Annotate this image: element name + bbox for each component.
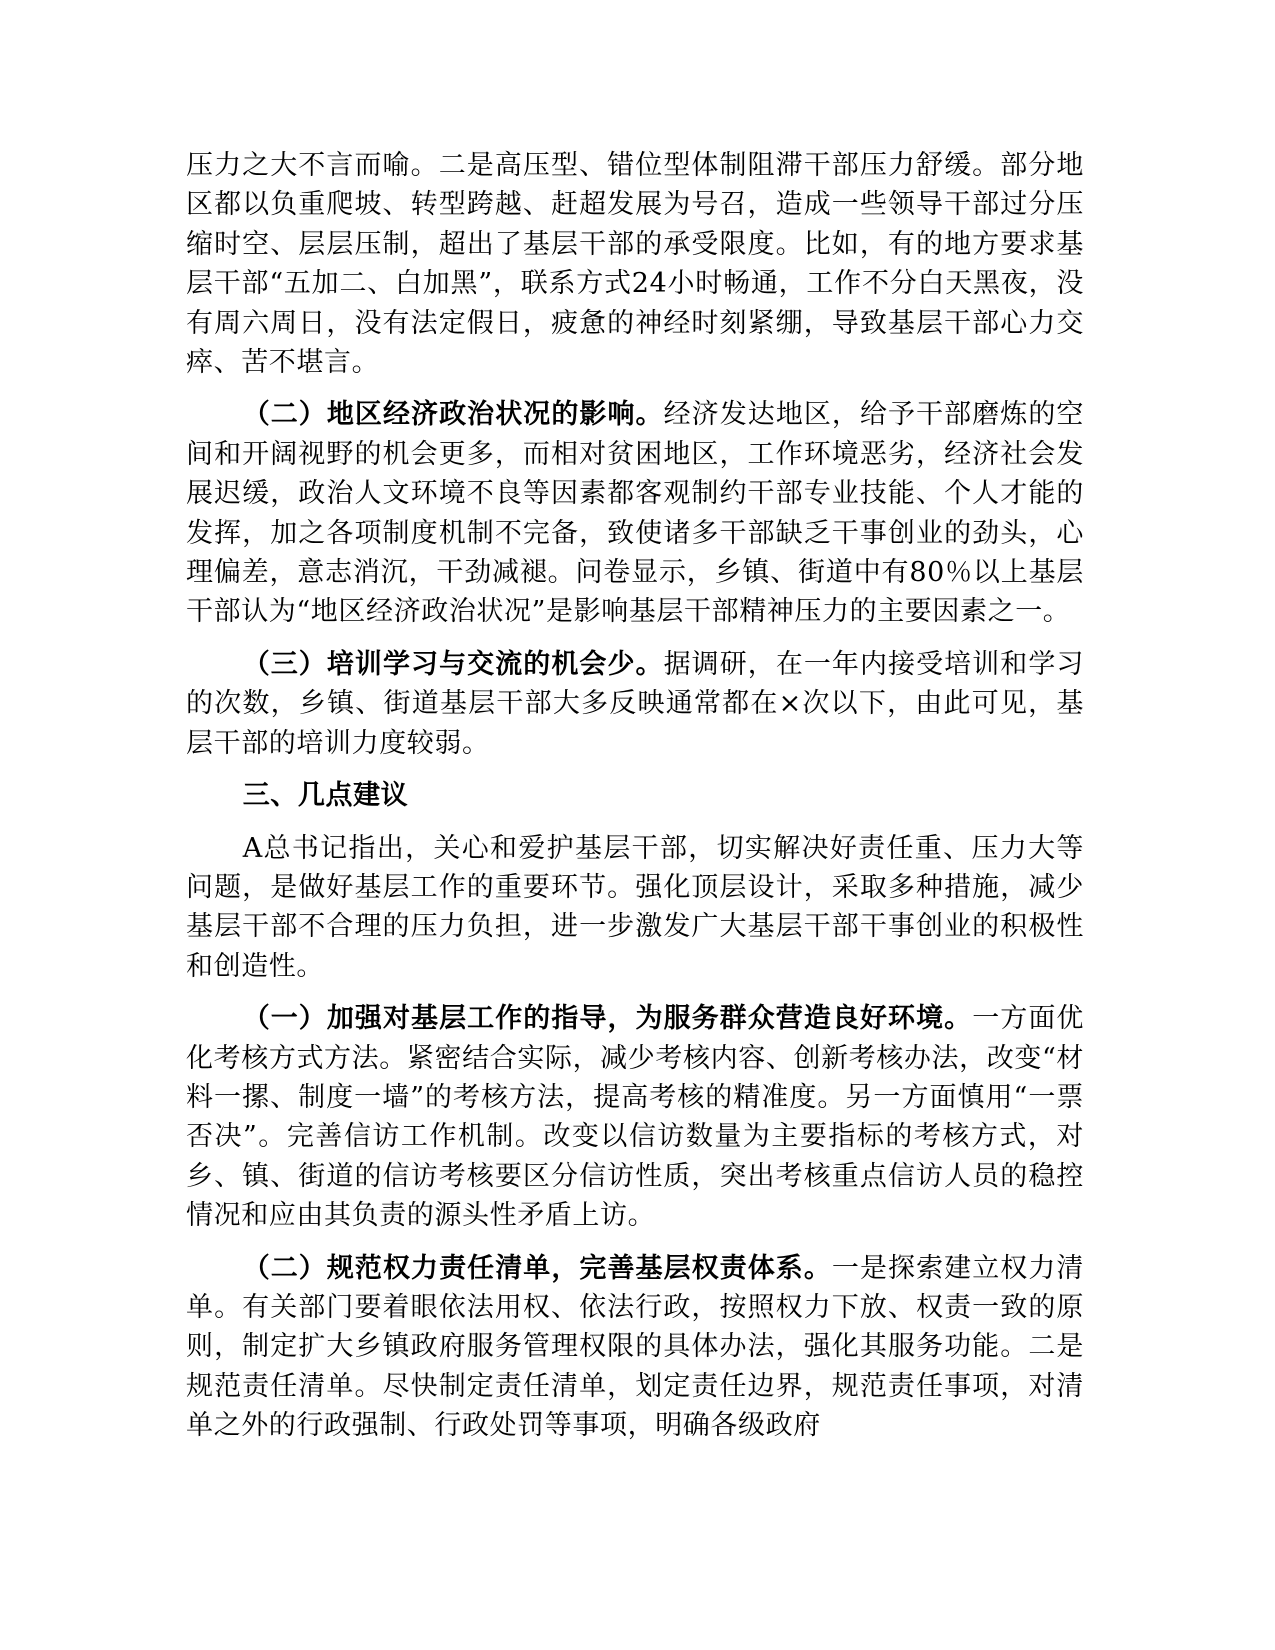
section-heading-suggestions	[186, 776, 1084, 815]
paragraph-lead: （三）培训学习与交流的机会少。	[242, 648, 664, 680]
paragraph-strengthen-guidance	[186, 999, 1084, 1235]
paragraph-training-opportunities	[186, 645, 1084, 763]
paragraph-text: 一方面优化考核方式方法。紧密结合实际，减少考核内容、创新考核办法，改变“材料一摞、制度一墙”的考核方法，提高考核的精准度。另一方面慎用“一票否决”。完善信访工作机制。改变以信访数量为主要指标的考核方式，对乡、镇、街道的信访考核要区分信访性质，突出考核重点信访人员的稳控情况和应由其负责的源头性矛盾上访。	[186, 1003, 1084, 1232]
paragraph-pressure-continuation	[186, 146, 1084, 382]
paragraph-text: 经济发达地区，给予干部磨炼的空间和开阔视野的机会更多，而相对贫困地区，工作环境恶劣，经济社会发展迟缓，政治人文环境不良等因素都客观制约干部专业技能、个人才能的发挥，加之各项制度机制不完备，致使诸多干部缺乏干事创业的劲头，心理偏差，意志消沉，干劲减褪。问卷显示，乡镇、街道中有80％以上基层干部认为“地区经济政治状况”是影响基层干部精神压力的主要因素之一。	[186, 399, 1085, 628]
paragraph-lead: （一）加强对基层工作的指导，为服务群众营造良好环境。	[242, 1003, 973, 1035]
paragraph-text: 一是探索建立权力清单。有关部门要着眼依法用权、依法行政，按照权力下放、权责一致的原则，制定扩大乡镇政府服务管理权限的具体办法，强化其服务功能。二是规范责任清单。尽快制定责任清单，划定责任边界，规范责任事项，对清单之外的行政强制、行政处罚等事项，明确各级政府	[186, 1252, 1084, 1442]
paragraph-suggestions-intro	[186, 829, 1084, 987]
paragraph-lead: （二）规范权力责任清单，完善基层权责体系。	[242, 1252, 832, 1284]
paragraph-text: A总书记指出，关心和爱护基层干部，切实解决好责任重、压力大等问题，是做好基层工作的重要环节。强化顶层设计，采取多种措施，减少基层干部不合理的压力负担，进一步激发广大基层干部干事创业的积极性和创造性。	[186, 832, 1084, 982]
section-heading: 三、几点建议	[242, 780, 409, 812]
paragraph-economic-political-influence	[186, 395, 1084, 631]
paragraph-lead: （二）地区经济政治状况的影响。	[242, 399, 664, 431]
document-body	[186, 146, 1084, 1446]
paragraph-text: 压力之大不言而喻。二是高压型、错位型体制阻滞干部压力舒缓。部分地区都以负重爬坡、转型跨越、赶超发展为号召，造成一些领导干部过分压缩时空、层层压制，超出了基层干部的承受限度。比如，有的地方要求基层干部“五加二、白加黑”，联系方式24小时畅通，工作不分白天黑夜，没有周六周日，没有法定假日，疲惫的神经时刻紧绷，导致基层干部心力交瘁、苦不堪言。	[186, 150, 1084, 379]
paragraph-text: 据调研，在一年内接受培训和学习的次数，乡镇、街道基层干部大多反映通常都在×次以下，由此可见，基层干部的培训力度较弱。	[186, 648, 1085, 759]
paragraph-power-responsibility-list	[186, 1249, 1084, 1446]
